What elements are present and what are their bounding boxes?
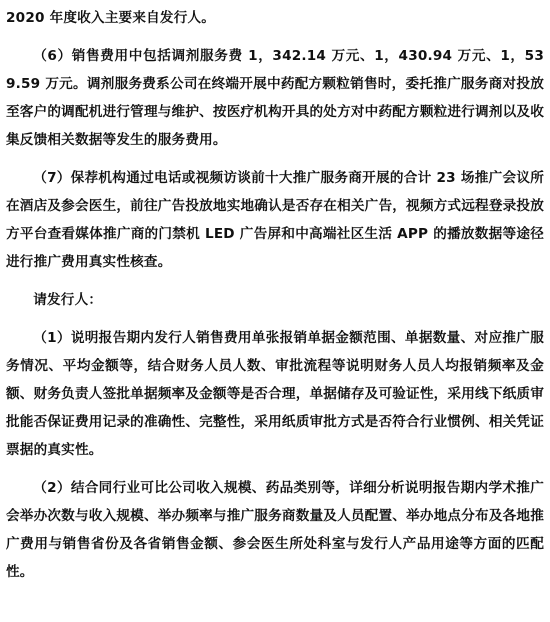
paragraph-request-2: （2）结合同行业可比公司收入规模、药品类别等，详细分析说明报告期内学术推广会举办次数与收入规模、举办频率与推广服务商数量及人员配置、举办地点分布及各地推广费用与销售省份及各省销售金额、参会医生所处科室与发行人产品用途等方面的匹配性。: [6, 480, 544, 580]
paragraph-request-1: （1）说明报告期内发行人销售费用单张报销单据金额范围、单据数量、对应推广服务情况、平均金额等，结合财务人员人数、审批流程等说明财务人员人均报销频率及金额、财务负责人签批单据频率及金额等是否合理，单据储存及可验证性，采用线下纸质审批能否保证费用记录的准确性、完整性，采用纸质审批方式是否符合行业惯例、相关凭证票据的真实性。: [6, 330, 544, 458]
paragraph-revenue-source: 2020 年度收入主要来自发行人。: [6, 10, 216, 26]
paragraph-item-7-verification: （7）保荐机构通过电话或视频访谈前十大推广服务商开展的合计 23 场推广会议所在酒店及参会医生，前往广告投放地实地确认是否存在相关广告，视频方式远程登录投放方平台查看媒体推广商的门禁机 LED 广告屏和中高端社区生活 APP 的播放数据等途径进行推广费用真实性核查。: [6, 170, 544, 270]
paragraph-request-heading: 请发行人：: [33, 292, 103, 308]
paragraph-item-6-service-fee: （6）销售费用中包括调剂服务费 1，342.14 万元、1，430.94 万元、1，539.59 万元。调剂服务费系公司在终端开展中药配方颗粒销售时，委托推广服务商对投放至客户的调配机进行管理与维护、按医疗机构开具的处方对中药配方颗粒进行调剂以及收集反馈相关数据等发生的服务费用。: [6, 48, 544, 148]
